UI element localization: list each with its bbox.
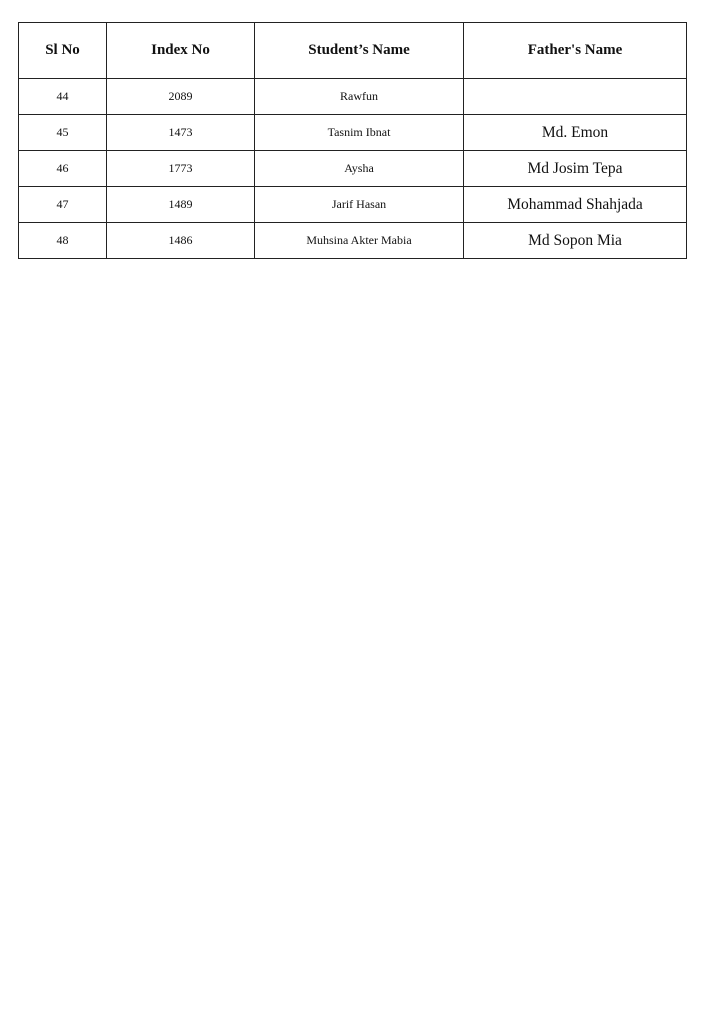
cell-student-name: Tasnim Ibnat: [255, 115, 464, 151]
cell-father-name: Mohammad Shahjada: [464, 187, 687, 223]
cell-student-name: Jarif Hasan: [255, 187, 464, 223]
cell-index-no: 1473: [107, 115, 255, 151]
header-row: [19, 23, 687, 79]
table-row: [19, 79, 687, 115]
header-father-name: Father's Name: [464, 23, 687, 79]
cell-father-name: [464, 79, 687, 115]
table-row: [19, 115, 687, 151]
cell-sl-no: 48: [19, 223, 107, 259]
cell-index-no: 1773: [107, 151, 255, 187]
cell-father-name: Md Josim Tepa: [464, 151, 687, 187]
cell-father-name: Md. Emon: [464, 115, 687, 151]
cell-sl-no: 47: [19, 187, 107, 223]
cell-sl-no: 45: [19, 115, 107, 151]
cell-student-name: Rawfun: [255, 79, 464, 115]
header-sl-no: Sl No: [19, 23, 107, 79]
table-row: [19, 223, 687, 259]
cell-student-name: Aysha: [255, 151, 464, 187]
header-index-no: Index No: [107, 23, 255, 79]
cell-index-no: 1489: [107, 187, 255, 223]
cell-sl-no: 44: [19, 79, 107, 115]
cell-father-name: Md Sopon Mia: [464, 223, 687, 259]
table-body: [19, 79, 687, 259]
table-row: [19, 187, 687, 223]
cell-index-no: 1486: [107, 223, 255, 259]
cell-sl-no: 46: [19, 151, 107, 187]
table-row: [19, 151, 687, 187]
header-student-name: Student’s Name: [255, 23, 464, 79]
table-header: [19, 23, 687, 79]
student-table: [18, 22, 687, 259]
cell-student-name: Muhsina Akter Mabia: [255, 223, 464, 259]
cell-index-no: 2089: [107, 79, 255, 115]
